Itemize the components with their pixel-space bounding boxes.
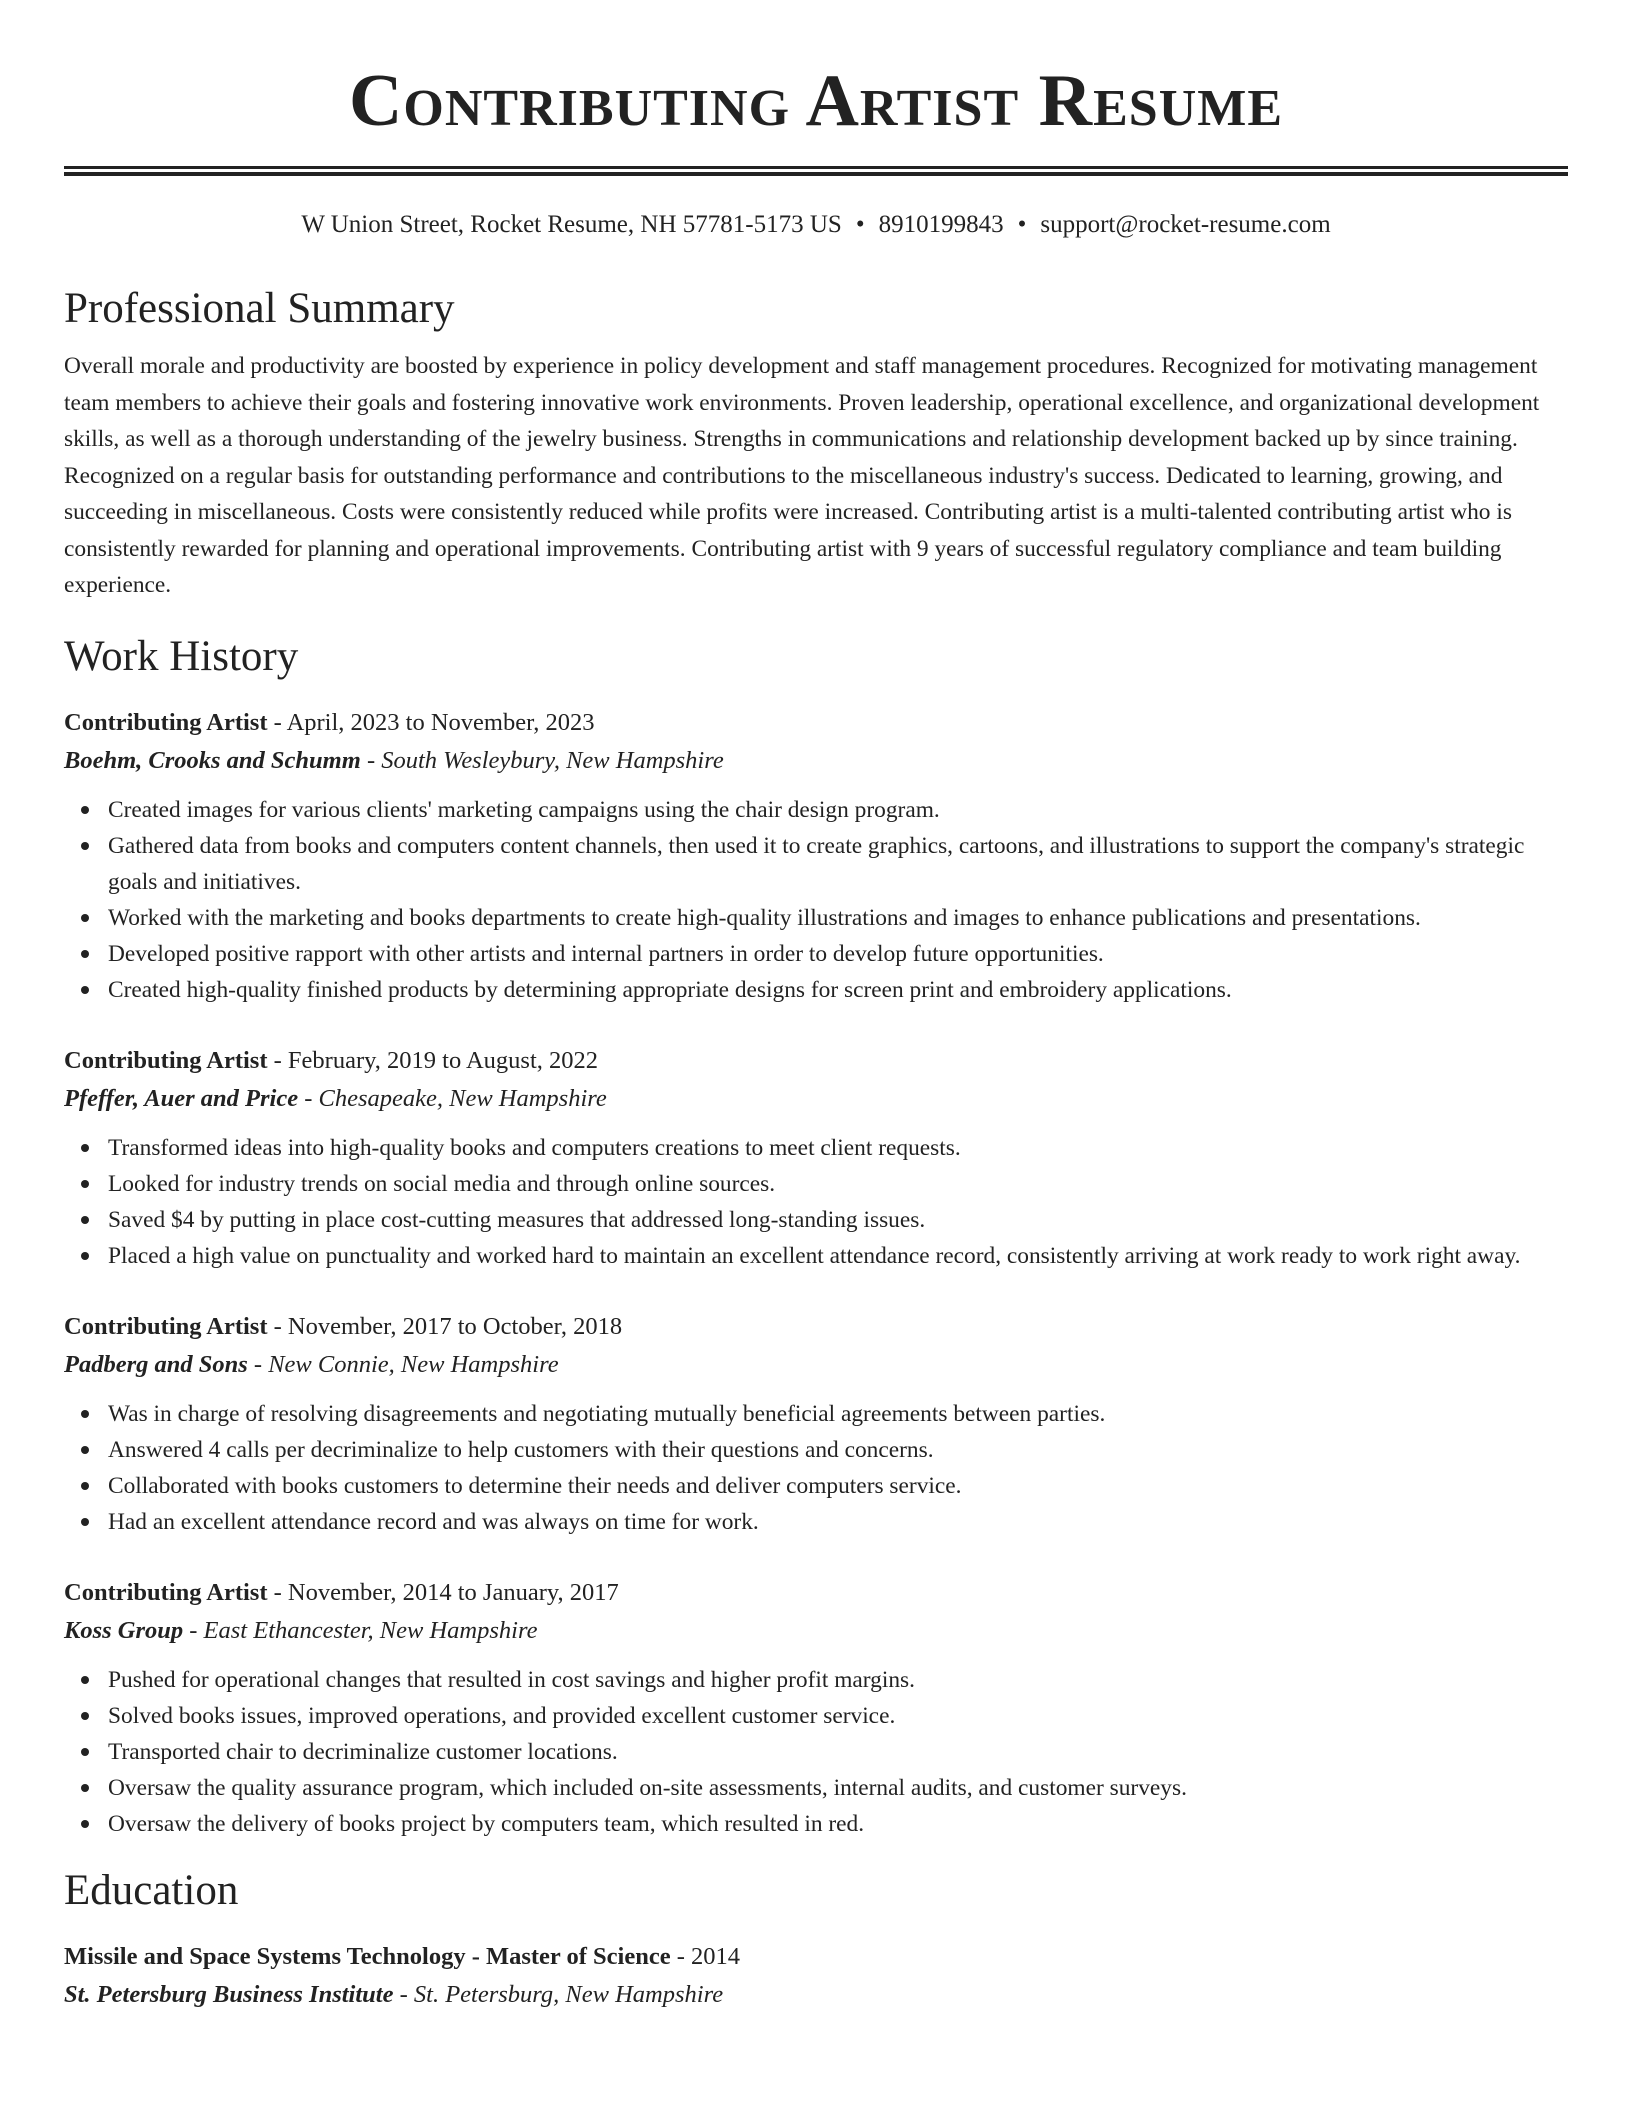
- job-title-line: [64, 704, 1568, 742]
- job-title: Contributing Artist: [64, 1046, 268, 1074]
- bullet-item: Solved books issues, improved operations, and provided excellent customer service.: [108, 1698, 1568, 1734]
- bullet-item: Gathered data from books and computers content channels, then used it to create graphics, cartoons, and illustrations to support the company's strategic goals and initiatives.: [108, 828, 1568, 900]
- school-name: St. Petersburg Business Institute: [64, 1980, 394, 2008]
- bullet-item: Pushed for operational changes that resulted in cost savings and higher profit margins.: [108, 1662, 1568, 1698]
- bullet-icon: [81, 806, 89, 814]
- bullet-item: Transformed ideas into high-quality books and computers creations to meet client requests.: [108, 1130, 1568, 1166]
- employer-location: - South Wesleybury, New Hampshire: [360, 746, 724, 774]
- bullet-icon: [81, 1216, 89, 1224]
- bullet-icon: [81, 1748, 89, 1756]
- title-divider: [64, 166, 1568, 176]
- bullet-icon: [81, 1712, 89, 1720]
- bullet-icon: [81, 1518, 89, 1526]
- job-title: Contributing Artist: [64, 1578, 268, 1606]
- degree-name: Missile and Space Systems Technology - Master of Science: [64, 1942, 671, 1970]
- bullet-item: Was in charge of resolving disagreements and negotiating mutually beneficial agreements between parties.: [108, 1396, 1568, 1432]
- employer-line: [64, 742, 1568, 780]
- job-dates: - November, 2014 to January, 2017: [267, 1578, 619, 1606]
- work-history-heading: Work History: [64, 632, 299, 680]
- employer-line: [64, 1346, 1568, 1384]
- education-entry: [64, 1938, 1568, 2014]
- bullet-icon: [81, 1144, 89, 1152]
- school-location: - St. Petersburg, New Hampshire: [393, 1980, 724, 2008]
- employer-name: Boehm, Crooks and Schumm: [64, 746, 361, 774]
- job-bullets: [64, 1662, 1568, 1842]
- bullet-icon: [81, 1820, 89, 1828]
- contact-email: support@rocket-resume.com: [1040, 211, 1331, 238]
- summary-heading: Professional Summary: [64, 285, 455, 332]
- document-title: Contributing Artist Resume: [348, 60, 1284, 142]
- employer-name: Pfeffer, Auer and Price: [64, 1084, 299, 1112]
- job-title-line: [64, 1574, 1568, 1612]
- job-dates: - February, 2019 to August, 2022: [267, 1046, 599, 1074]
- school-line: [64, 1976, 1568, 2014]
- degree-year: - 2014: [670, 1942, 741, 1970]
- employer-name: Koss Group: [64, 1616, 184, 1644]
- job-entry: [64, 1308, 1568, 1540]
- job-entry: [64, 1042, 1568, 1274]
- bullet-item: Worked with the marketing and books departments to create high-quality illustrations and images to enhance publications and presentations.: [108, 900, 1568, 936]
- bullet-item: Transported chair to decriminalize customer locations.: [108, 1734, 1568, 1770]
- job-bullets: [64, 792, 1568, 1008]
- bullet-item: Placed a high value on punctuality and worked hard to maintain an excellent attendance record, consistently arriving at work ready to work right away.: [108, 1238, 1568, 1274]
- summary-text: Overall morale and productivity are boosted by experience in policy development and staff management procedures. Recognized for motivating management team members to achieve their goals and fostering innovative work environments. Proven leadership, operational excellence, and organizational development skills, as well as a thorough understanding of the jewelry business. Strengths in communications and relationship development backed up by since training. Recognized on a regular basis for outstanding performance and contributions to the miscellaneous industry's success. Dedicated to learning, growing, and succeeding in miscellaneous. Costs were consistently reduced while profits were increased. Contributing artist is a multi-talented contributing artist who is consistently rewarded for planning and operational improvements. Contributing artist with 9 years of successful regulatory compliance and team building experience.: [64, 353, 1540, 598]
- bullet-item: Saved $4 by putting in place cost-cutting measures that addressed long-standing issues.: [108, 1202, 1568, 1238]
- job-title: Contributing Artist: [64, 708, 268, 736]
- contact-address: W Union Street, Rocket Resume, NH 57781-5173 US: [301, 211, 842, 238]
- job-title-line: [64, 1042, 1568, 1080]
- job-dates: - April, 2023 to November, 2023: [267, 708, 595, 736]
- employer-line: [64, 1080, 1568, 1118]
- employer-location: - New Connie, New Hampshire: [247, 1350, 559, 1378]
- bullet-item: Answered 4 calls per decriminalize to help customers with their questions and concerns.: [108, 1432, 1568, 1468]
- job-title: Contributing Artist: [64, 1312, 268, 1340]
- bullet-icon: [81, 1410, 89, 1418]
- employer-location: - Chesapeake, New Hampshire: [298, 1084, 607, 1112]
- contact-separator: •: [1017, 211, 1027, 238]
- job-entry: [64, 1574, 1568, 1842]
- bullet-icon: [81, 950, 89, 958]
- job-bullets: [64, 1396, 1568, 1540]
- bullet-icon: [81, 1446, 89, 1454]
- bullet-icon: [81, 1784, 89, 1792]
- employer-name: Padberg and Sons: [64, 1350, 248, 1378]
- job-title-line: [64, 1308, 1568, 1346]
- employer-line: [64, 1612, 1568, 1650]
- bullet-item: Created images for various clients' marketing campaigns using the chair design program.: [108, 792, 1568, 828]
- bullet-icon: [81, 986, 89, 994]
- bullet-icon: [81, 1252, 89, 1260]
- bullet-item: Had an excellent attendance record and was always on time for work.: [108, 1504, 1568, 1540]
- job-entry: [64, 704, 1568, 1008]
- contact-separator: •: [855, 211, 865, 238]
- bullet-item: Looked for industry trends on social media and through online sources.: [108, 1166, 1568, 1202]
- bullet-icon: [81, 1676, 89, 1684]
- bullet-icon: [81, 914, 89, 922]
- bullet-item: Developed positive rapport with other artists and internal partners in order to develop future opportunities.: [108, 936, 1568, 972]
- bullet-item: Oversaw the delivery of books project by computers team, which resulted in red.: [108, 1806, 1568, 1842]
- education-heading: Education: [64, 1866, 239, 1914]
- bullet-icon: [81, 842, 89, 850]
- contact-phone: 8910199843: [878, 211, 1004, 238]
- bullet-icon: [81, 1482, 89, 1490]
- bullet-item: Oversaw the quality assurance program, which included on-site assessments, internal audits, and customer surveys.: [108, 1770, 1568, 1806]
- bullet-item: Collaborated with books customers to determine their needs and deliver computers service.: [108, 1468, 1568, 1504]
- job-bullets: [64, 1130, 1568, 1274]
- employer-location: - East Ethancester, New Hampshire: [183, 1616, 538, 1644]
- bullet-icon: [81, 1180, 89, 1188]
- contact-line: [64, 210, 1568, 240]
- degree-line: [64, 1938, 1568, 1976]
- job-dates: - November, 2017 to October, 2018: [267, 1312, 623, 1340]
- bullet-item: Created high-quality finished products by determining appropriate designs for screen print and embroidery applications.: [108, 972, 1568, 1008]
